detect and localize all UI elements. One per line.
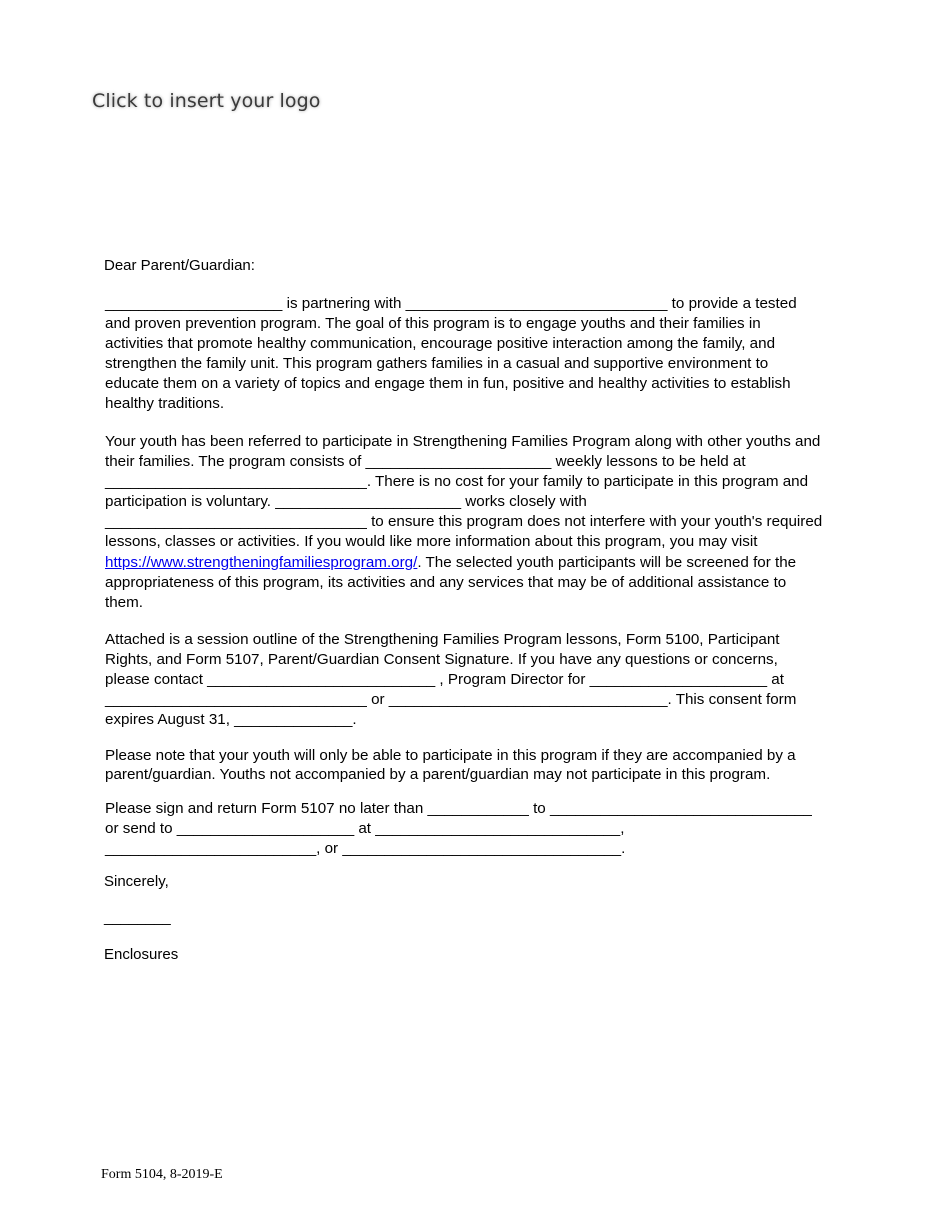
- text-line: Please sign and return Form 5107 no later than ____________ to _______________________________: [105, 800, 812, 817]
- text-line: parent/guardian. Youths not accompanied by a parent/guardian may not participate in this program.: [105, 766, 771, 784]
- text-line: their families. The program consists of ______________________ weekly lessons to be held at: [105, 453, 746, 471]
- text-line: healthy traditions.: [105, 395, 225, 413]
- closing: Sincerely,: [104, 873, 169, 890]
- text-line: Your youth has been referred to participate in Strengthening Families Program along with other youths and: [105, 433, 821, 450]
- text-line: and proven prevention program. The goal of this program is to engage youths and their families in: [105, 315, 761, 333]
- text-line: appropriateness of this program, its activities and any services that may be of additional assistance to: [105, 573, 787, 591]
- paragraph-note: [105, 746, 865, 785]
- form-footer: Form 5104, 8-2019-E: [101, 1167, 223, 1182]
- program-website-link[interactable]: https://www.strengtheningfamiliesprogram.org/: [105, 553, 418, 571]
- text-line: _______________________________ or _________________________________. This consent form: [105, 691, 797, 709]
- text-line: _______________________________ to ensure this program does not interfere with your youth's required: [105, 513, 823, 531]
- paragraph-return-instructions: [105, 799, 865, 859]
- text-line: _____________________ is partnering with _______________________________ to provide a tested: [105, 295, 797, 312]
- signature-line: ________: [104, 909, 171, 926]
- paragraph-attachments: [105, 630, 865, 730]
- salutation: Dear Parent/Guardian:: [104, 257, 255, 274]
- text-line: [105, 553, 865, 573]
- logo-placeholder[interactable]: Click to insert your logo: [92, 90, 321, 112]
- text-line: activities that promote healthy communication, encourage positive interaction among the family, and: [105, 335, 776, 353]
- text-line: please contact ___________________________ , Program Director for _____________________ at: [105, 671, 784, 689]
- text-line: Please note that your youth will only be able to participate in this program if they are accompanied by a: [105, 747, 796, 764]
- paragraph-referral: [105, 432, 865, 613]
- text-line: educate them on a variety of topics and engage them in fun, positive and healthy activities to establish: [105, 375, 791, 393]
- text-line: expires August 31, ______________.: [105, 711, 357, 729]
- text-line: participation is voluntary. ______________________ works closely with: [105, 493, 587, 511]
- text-line: _________________________, or _________________________________.: [105, 840, 626, 858]
- text-line: Rights, and Form 5107, Parent/Guardian Consent Signature. If you have any questions or concerns,: [105, 651, 778, 669]
- text-line: or send to _____________________ at _____________________________,: [105, 820, 625, 838]
- text-fragment: . The selected youth participants will be screened for the: [417, 553, 797, 571]
- text-line: strengthen the family unit. This program gathers families in a casual and supportive environment to: [105, 355, 769, 373]
- paragraph-intro: [105, 294, 865, 415]
- enclosures-label: Enclosures: [104, 946, 179, 963]
- text-line: lessons, classes or activities. If you would like more information about this program, you may visit: [105, 533, 758, 551]
- text-line: them.: [105, 593, 143, 611]
- text-line: Attached is a session outline of the Strengthening Families Program lessons, Form 5100, Participant: [105, 631, 780, 648]
- text-line: _______________________________. There is no cost for your family to participate in this program and: [105, 473, 809, 491]
